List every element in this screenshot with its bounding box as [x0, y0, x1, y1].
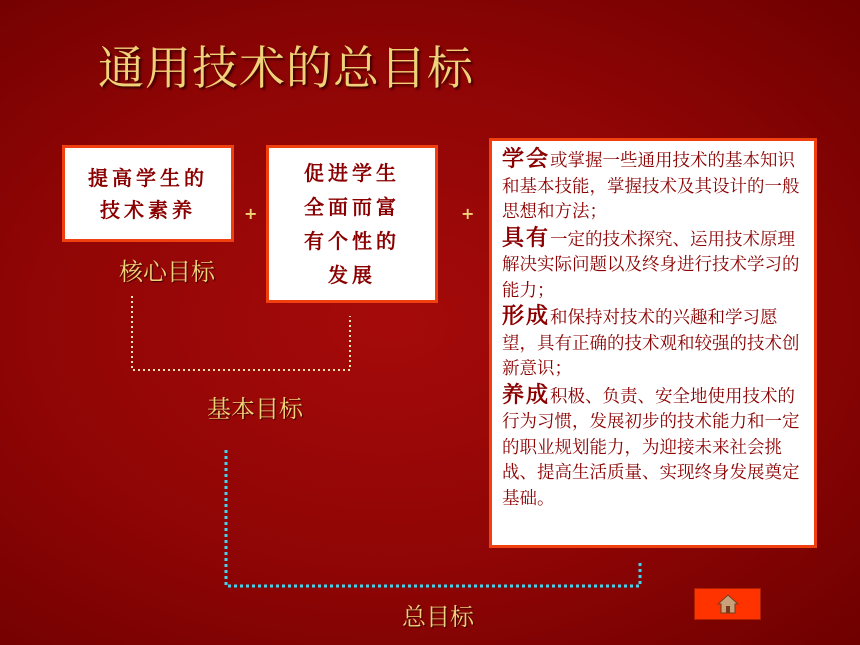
- total-goal-label: 总目标: [402, 603, 474, 631]
- goal-keyword: 形成: [502, 304, 551, 329]
- goal-text: 或掌握一些通用技术的基本知识和基本技能，掌握技术及其设计的一般思想和方法；: [502, 151, 800, 222]
- goal-keyword: 养成: [502, 382, 551, 408]
- technical-literacy-text: 提高学生的 技术素养: [88, 165, 208, 222]
- core-goal-label: 核心目标: [119, 258, 215, 286]
- goal-text: 和保持对技术的兴趣和学习愿望，具有正确的技术观和较强的技术创新意识；: [502, 308, 800, 379]
- home-icon: [717, 594, 739, 614]
- home-button[interactable]: [694, 588, 761, 620]
- goal-details-box: [489, 138, 817, 548]
- goal-item-possess: [502, 226, 806, 305]
- goal-item-cultivate: [502, 383, 806, 513]
- goal-text: 一定的技术探究、运用技术原理解决实际问题以及终身进行技术学习的能力；: [502, 229, 800, 301]
- basic-goal-label: 基本目标: [207, 395, 303, 423]
- goal-item-learn: [502, 147, 806, 226]
- basic-goal-bracket: [132, 296, 350, 370]
- slide-title: 通用技术的总目标: [98, 41, 474, 95]
- plus-sign-1: +: [244, 204, 258, 223]
- goal-keyword: 学会: [502, 147, 551, 172]
- goal-text: 积极、负责、安全地使用技术的行为习惯，发展初步的技术能力和一定的职业规划能力，为迎接未来社会挑战、提高生活质量、实现终身发展奠定基础。: [502, 386, 800, 509]
- personal-development-text: 促进学生 全面而富 有个性的 发展: [304, 161, 400, 287]
- goal-item-form: [502, 304, 806, 383]
- plus-sign-2: +: [461, 204, 475, 223]
- goal-keyword: 具有: [502, 225, 551, 251]
